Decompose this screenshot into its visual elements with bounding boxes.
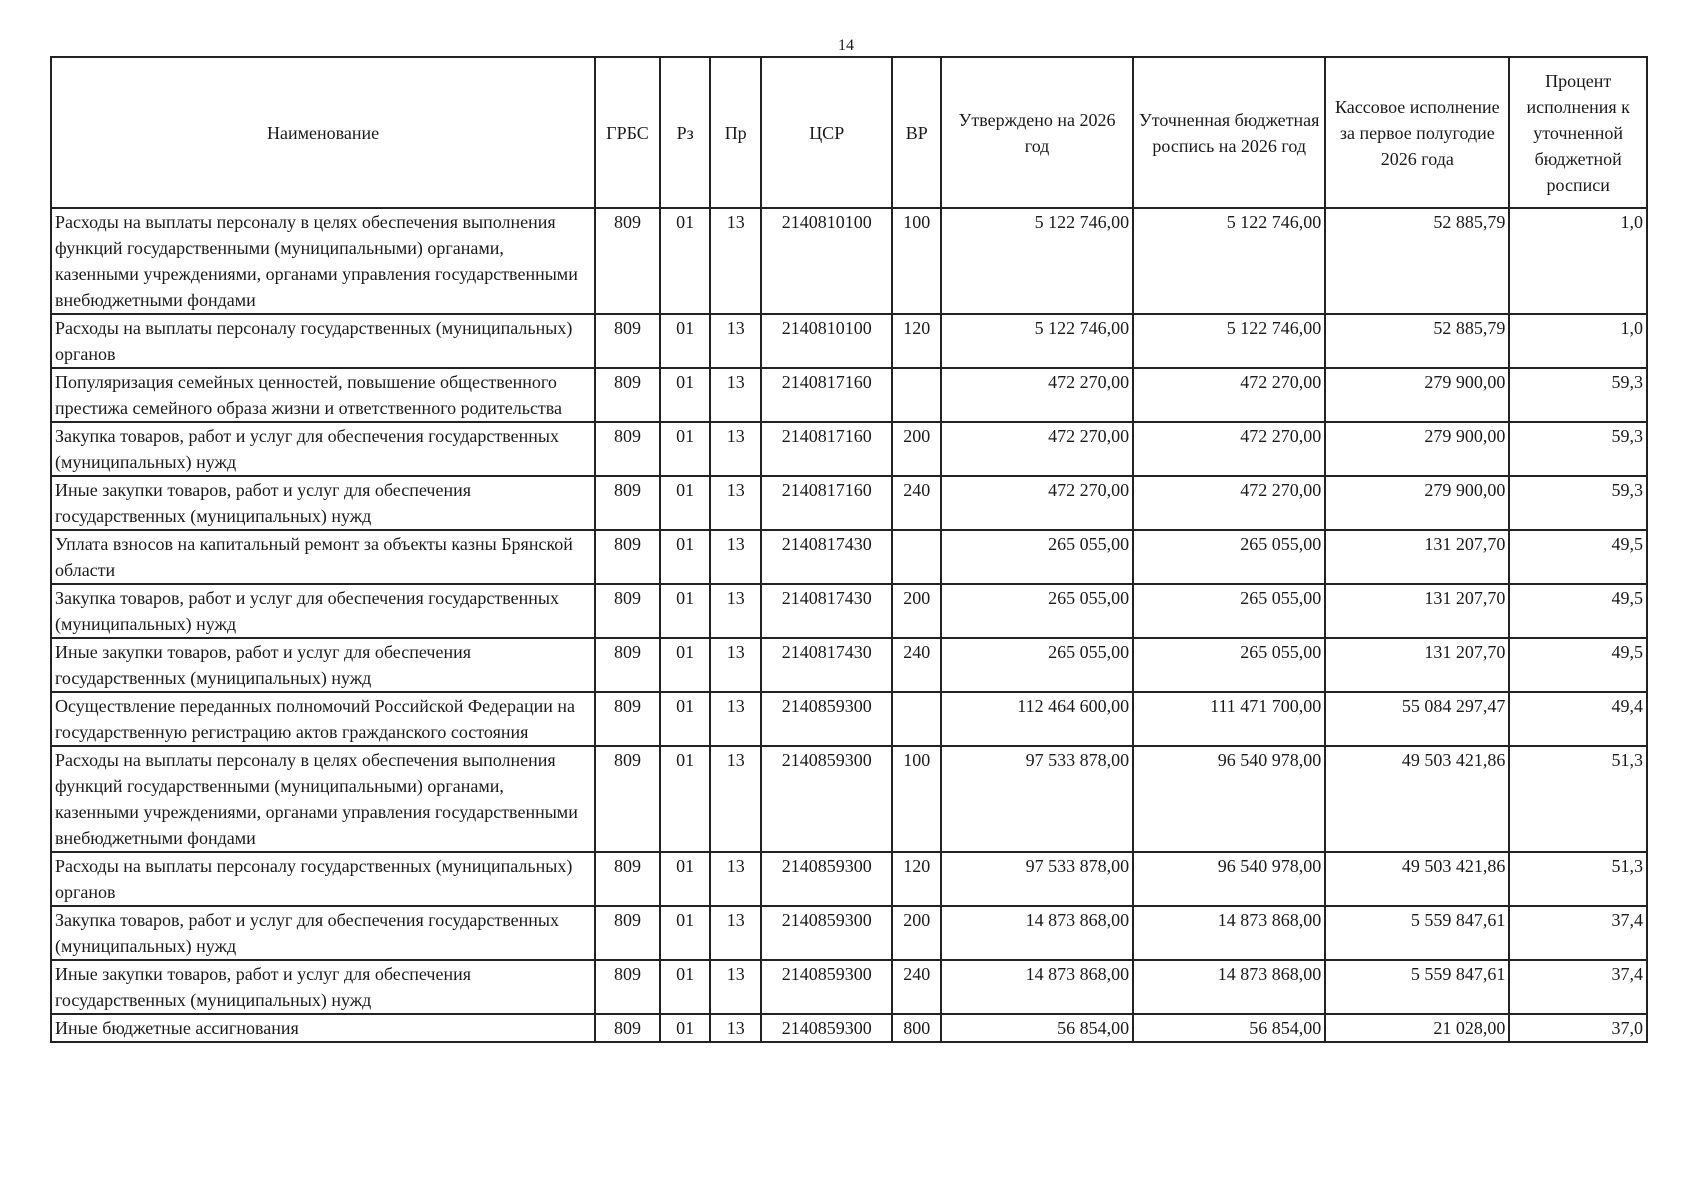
cell-approved: 97 533 878,00: [941, 852, 1133, 906]
cell-csr: 2140810100: [761, 208, 892, 314]
cell-grbs: 809: [595, 638, 660, 692]
cell-refined: 14 873 868,00: [1133, 960, 1325, 1014]
cell-name: Иные закупки товаров, работ и услуг для обеспечения государственных (муниципальных) нужд: [51, 638, 595, 692]
cell-percent: 37,4: [1509, 960, 1647, 1014]
cell-vr: 200: [892, 584, 941, 638]
cell-vr: [892, 692, 941, 746]
cell-pr: 13: [710, 476, 761, 530]
cell-rz: 01: [660, 584, 711, 638]
table-row: [51, 314, 1647, 368]
cell-cash: 49 503 421,86: [1325, 746, 1509, 852]
cell-cash: 131 207,70: [1325, 584, 1509, 638]
cell-approved: 56 854,00: [941, 1014, 1133, 1042]
cell-vr: 100: [892, 208, 941, 314]
cell-percent: 49,5: [1509, 530, 1647, 584]
cell-grbs: 809: [595, 1014, 660, 1042]
cell-csr: 2140859300: [761, 1014, 892, 1042]
cell-pr: 13: [710, 314, 761, 368]
table-row: [51, 638, 1647, 692]
cell-percent: 51,3: [1509, 746, 1647, 852]
cell-percent: 59,3: [1509, 476, 1647, 530]
cell-grbs: 809: [595, 906, 660, 960]
cell-refined: 96 540 978,00: [1133, 746, 1325, 852]
cell-vr: 240: [892, 638, 941, 692]
cell-cash: 55 084 297,47: [1325, 692, 1509, 746]
cell-csr: 2140817160: [761, 422, 892, 476]
cell-vr: 800: [892, 1014, 941, 1042]
table-row: [51, 584, 1647, 638]
cell-refined: 96 540 978,00: [1133, 852, 1325, 906]
cell-csr: 2140859300: [761, 906, 892, 960]
header-pr: Пр: [710, 57, 761, 208]
cell-vr: 200: [892, 906, 941, 960]
cell-refined: 472 270,00: [1133, 422, 1325, 476]
cell-rz: 01: [660, 476, 711, 530]
cell-percent: 1,0: [1509, 208, 1647, 314]
table-row: [51, 530, 1647, 584]
header-vr: ВР: [892, 57, 941, 208]
cell-name: Популяризация семейных ценностей, повышение общественного престижа семейного образа жизни и ответственного родительства: [51, 368, 595, 422]
cell-csr: 2140859300: [761, 692, 892, 746]
header-csr: ЦСР: [761, 57, 892, 208]
cell-csr: 2140817430: [761, 638, 892, 692]
cell-csr: 2140859300: [761, 960, 892, 1014]
cell-approved: 472 270,00: [941, 476, 1133, 530]
cell-grbs: 809: [595, 368, 660, 422]
cell-csr: 2140817430: [761, 584, 892, 638]
cell-name: Расходы на выплаты персоналу в целях обеспечения выполнения функций государственными (муниципальными) органами, казенными учреждениями, органами управления государственными внебюджетными фондами: [51, 208, 595, 314]
cell-percent: 51,3: [1509, 852, 1647, 906]
cell-rz: 01: [660, 692, 711, 746]
cell-rz: 01: [660, 906, 711, 960]
cell-grbs: 809: [595, 314, 660, 368]
header-refined: Уточненная бюджетная роспись на 2026 год: [1133, 57, 1325, 208]
cell-pr: 13: [710, 692, 761, 746]
cell-pr: 13: [710, 368, 761, 422]
cell-rz: 01: [660, 1014, 711, 1042]
header-rz: Рз: [660, 57, 711, 208]
cell-vr: [892, 530, 941, 584]
table-row: [51, 746, 1647, 852]
cell-grbs: 809: [595, 692, 660, 746]
cell-refined: 472 270,00: [1133, 476, 1325, 530]
cell-approved: 97 533 878,00: [941, 746, 1133, 852]
cell-percent: 37,4: [1509, 906, 1647, 960]
table-row: [51, 852, 1647, 906]
cell-percent: 59,3: [1509, 368, 1647, 422]
cell-approved: 472 270,00: [941, 368, 1133, 422]
cell-rz: 01: [660, 960, 711, 1014]
table-row: [51, 692, 1647, 746]
cell-refined: 472 270,00: [1133, 368, 1325, 422]
cell-name: Расходы на выплаты персоналу в целях обеспечения выполнения функций государственными (муниципальными) органами, казенными учреждениями, органами управления государственными внебюджетными фондами: [51, 746, 595, 852]
cell-approved: 472 270,00: [941, 422, 1133, 476]
cell-vr: 120: [892, 314, 941, 368]
cell-name: Иные закупки товаров, работ и услуг для обеспечения государственных (муниципальных) нужд: [51, 476, 595, 530]
cell-rz: 01: [660, 314, 711, 368]
table-header: [51, 57, 1647, 208]
cell-rz: 01: [660, 208, 711, 314]
cell-pr: 13: [710, 1014, 761, 1042]
cell-name: Закупка товаров, работ и услуг для обеспечения государственных (муниципальных) нужд: [51, 906, 595, 960]
cell-rz: 01: [660, 852, 711, 906]
table-row: [51, 422, 1647, 476]
cell-grbs: 809: [595, 584, 660, 638]
cell-cash: 52 885,79: [1325, 208, 1509, 314]
cell-percent: 49,4: [1509, 692, 1647, 746]
cell-pr: 13: [710, 960, 761, 1014]
cell-pr: 13: [710, 906, 761, 960]
cell-vr: 200: [892, 422, 941, 476]
table-row: [51, 906, 1647, 960]
cell-pr: 13: [710, 584, 761, 638]
table-row: [51, 368, 1647, 422]
cell-pr: 13: [710, 638, 761, 692]
header-row: [51, 57, 1647, 208]
cell-refined: 56 854,00: [1133, 1014, 1325, 1042]
cell-cash: 5 559 847,61: [1325, 906, 1509, 960]
cell-grbs: 809: [595, 476, 660, 530]
cell-percent: 49,5: [1509, 584, 1647, 638]
cell-name: Осуществление переданных полномочий Российской Федерации на государственную регистрацию актов гражданского состояния: [51, 692, 595, 746]
cell-name: Расходы на выплаты персоналу государственных (муниципальных) органов: [51, 314, 595, 368]
table-row: [51, 476, 1647, 530]
cell-vr: 240: [892, 960, 941, 1014]
cell-approved: 14 873 868,00: [941, 906, 1133, 960]
cell-percent: 1,0: [1509, 314, 1647, 368]
cell-rz: 01: [660, 638, 711, 692]
budget-table: [50, 56, 1648, 1043]
cell-rz: 01: [660, 746, 711, 852]
table-row: [51, 208, 1647, 314]
cell-refined: 5 122 746,00: [1133, 208, 1325, 314]
cell-csr: 2140810100: [761, 314, 892, 368]
cell-csr: 2140859300: [761, 852, 892, 906]
cell-name: Закупка товаров, работ и услуг для обеспечения государственных (муниципальных) нужд: [51, 584, 595, 638]
cell-name: Иные бюджетные ассигнования: [51, 1014, 595, 1042]
cell-csr: 2140859300: [761, 746, 892, 852]
cell-vr: 240: [892, 476, 941, 530]
cell-refined: 265 055,00: [1133, 530, 1325, 584]
cell-name: Уплата взносов на капитальный ремонт за объекты казны Брянской области: [51, 530, 595, 584]
cell-rz: 01: [660, 368, 711, 422]
cell-cash: 49 503 421,86: [1325, 852, 1509, 906]
cell-approved: 265 055,00: [941, 638, 1133, 692]
cell-approved: 14 873 868,00: [941, 960, 1133, 1014]
header-percent: Процент исполнения к уточненной бюджетной росписи: [1509, 57, 1647, 208]
cell-percent: 37,0: [1509, 1014, 1647, 1042]
cell-csr: 2140817430: [761, 530, 892, 584]
cell-cash: 21 028,00: [1325, 1014, 1509, 1042]
header-grbs: ГРБС: [595, 57, 660, 208]
cell-cash: 131 207,70: [1325, 638, 1509, 692]
cell-vr: 120: [892, 852, 941, 906]
cell-grbs: 809: [595, 208, 660, 314]
cell-approved: 265 055,00: [941, 584, 1133, 638]
cell-grbs: 809: [595, 746, 660, 852]
cell-name: Иные закупки товаров, работ и услуг для обеспечения государственных (муниципальных) нужд: [51, 960, 595, 1014]
cell-approved: 265 055,00: [941, 530, 1133, 584]
cell-refined: 14 873 868,00: [1133, 906, 1325, 960]
cell-grbs: 809: [595, 530, 660, 584]
cell-pr: 13: [710, 208, 761, 314]
cell-cash: 5 559 847,61: [1325, 960, 1509, 1014]
cell-grbs: 809: [595, 960, 660, 1014]
cell-rz: 01: [660, 530, 711, 584]
header-approved: Утверждено на 2026 год: [941, 57, 1133, 208]
table-row: [51, 1014, 1647, 1042]
cell-vr: [892, 368, 941, 422]
cell-rz: 01: [660, 422, 711, 476]
cell-pr: 13: [710, 746, 761, 852]
cell-refined: 265 055,00: [1133, 638, 1325, 692]
cell-approved: 5 122 746,00: [941, 208, 1133, 314]
cell-approved: 5 122 746,00: [941, 314, 1133, 368]
cell-pr: 13: [710, 422, 761, 476]
cell-cash: 279 900,00: [1325, 422, 1509, 476]
cell-cash: 131 207,70: [1325, 530, 1509, 584]
cell-grbs: 809: [595, 422, 660, 476]
cell-vr: 100: [892, 746, 941, 852]
cell-cash: 52 885,79: [1325, 314, 1509, 368]
table-row: [51, 960, 1647, 1014]
cell-percent: 49,5: [1509, 638, 1647, 692]
cell-refined: 265 055,00: [1133, 584, 1325, 638]
header-name: Наименование: [51, 57, 595, 208]
cell-pr: 13: [710, 852, 761, 906]
cell-name: Закупка товаров, работ и услуг для обеспечения государственных (муниципальных) нужд: [51, 422, 595, 476]
page-number: 14: [838, 37, 854, 54]
cell-refined: 111 471 700,00: [1133, 692, 1325, 746]
header-cash: Кассовое исполнение за первое полугодие 2026 года: [1325, 57, 1509, 208]
cell-cash: 279 900,00: [1325, 476, 1509, 530]
cell-name: Расходы на выплаты персоналу государственных (муниципальных) органов: [51, 852, 595, 906]
table-body: [51, 208, 1647, 1042]
cell-cash: 279 900,00: [1325, 368, 1509, 422]
cell-grbs: 809: [595, 852, 660, 906]
cell-csr: 2140817160: [761, 368, 892, 422]
cell-approved: 112 464 600,00: [941, 692, 1133, 746]
cell-csr: 2140817160: [761, 476, 892, 530]
cell-refined: 5 122 746,00: [1133, 314, 1325, 368]
cell-pr: 13: [710, 530, 761, 584]
cell-percent: 59,3: [1509, 422, 1647, 476]
